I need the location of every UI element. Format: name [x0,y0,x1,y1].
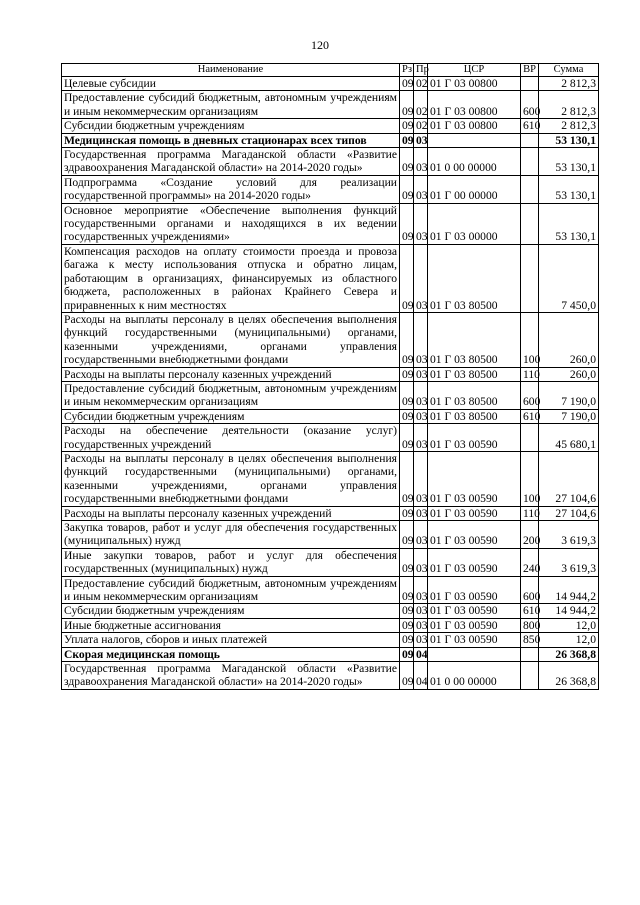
cell-pr: 03 [414,424,428,452]
cell-name: Государственная программа Магаданской области «Развитие здравоохранения Магаданской области» на 2014-2020 годы» [62,148,400,176]
cell-csr: 01 Г 03 80500 [428,367,521,381]
cell-csr: 01 Г 03 00590 [428,633,521,647]
cell-pr: 04 [414,647,428,661]
table-row [62,244,599,312]
cell-sum: 260,0 [539,367,599,381]
cell-csr: 01 Г 03 80500 [428,312,521,367]
cell-name: Государственная программа Магаданской области «Развитие здравоохранения Магаданской области» на 2014-2020 годы» [62,662,400,690]
cell-csr: 01 Г 03 00590 [428,451,521,506]
cell-csr: 01 Г 03 00800 [428,91,521,119]
cell-name: Компенсация расходов на оплату стоимости проезда и провоза багажа к месту использования отпуска и обратно лицам, работающим в организациях, финансируемых из областного бюджета, расположенных в районах Крайнего Севера и приравненных к ним местностях [62,244,400,312]
cell-rz: 09 [400,424,414,452]
table-row [62,409,599,423]
cell-sum: 26 368,8 [539,647,599,661]
cell-pr: 03 [414,133,428,147]
cell-vr: 800 [521,618,539,632]
cell-rz: 09 [400,662,414,690]
cell-sum: 14 944,2 [539,604,599,618]
cell-csr: 01 Г 03 00590 [428,604,521,618]
cell-csr: 01 Г 03 80500 [428,381,521,409]
cell-sum: 53 130,1 [539,133,599,147]
cell-vr: 610 [521,409,539,423]
cell-csr: 01 Г 00 00000 [428,175,521,203]
cell-rz: 09 [400,381,414,409]
cell-rz: 09 [400,119,414,133]
cell-vr: 100 [521,312,539,367]
cell-rz: 09 [400,576,414,604]
cell-sum: 3 619,3 [539,521,599,549]
cell-name: Предоставление субсидий бюджетным, автономным учреждениям и иным некоммерческим организациям [62,576,400,604]
table-row [62,175,599,203]
cell-rz: 09 [400,91,414,119]
header-csr: ЦСР [428,64,521,77]
cell-pr: 02 [414,77,428,91]
cell-sum: 14 944,2 [539,576,599,604]
cell-rz: 09 [400,618,414,632]
cell-pr: 04 [414,662,428,690]
cell-csr: 01 Г 03 00590 [428,576,521,604]
cell-pr: 03 [414,576,428,604]
cell-rz: 09 [400,548,414,576]
cell-rz: 09 [400,506,414,520]
cell-vr: 610 [521,119,539,133]
table-row [62,618,599,632]
cell-vr: 200 [521,521,539,549]
table-header [62,64,599,77]
cell-vr [521,77,539,91]
table-row [62,312,599,367]
cell-sum: 7 190,0 [539,381,599,409]
table-row [62,119,599,133]
cell-name: Медицинская помощь в дневных стационарах всех типов [62,133,400,147]
table-row [62,133,599,147]
cell-sum: 45 680,1 [539,424,599,452]
cell-vr [521,175,539,203]
cell-vr: 110 [521,367,539,381]
cell-pr: 03 [414,506,428,520]
cell-csr: 01 Г 03 00800 [428,119,521,133]
cell-name: Субсидии бюджетным учреждениям [62,409,400,423]
cell-vr [521,148,539,176]
cell-sum: 2 812,3 [539,119,599,133]
cell-csr [428,133,521,147]
cell-vr: 850 [521,633,539,647]
table-row [62,203,599,244]
cell-sum: 7 450,0 [539,244,599,312]
cell-rz: 09 [400,409,414,423]
cell-pr: 03 [414,548,428,576]
cell-sum: 12,0 [539,618,599,632]
cell-pr: 03 [414,244,428,312]
cell-vr: 600 [521,381,539,409]
cell-csr: 01 Г 03 00000 [428,203,521,244]
header-pr: Пр [414,64,428,77]
cell-rz: 09 [400,521,414,549]
cell-pr: 03 [414,148,428,176]
cell-vr: 100 [521,451,539,506]
cell-csr: 01 Г 03 00800 [428,77,521,91]
cell-rz: 09 [400,451,414,506]
cell-sum: 53 130,1 [539,148,599,176]
cell-csr: 01 Г 03 00590 [428,506,521,520]
cell-sum: 2 812,3 [539,91,599,119]
table-row [62,662,599,690]
table-body [62,77,599,690]
cell-rz: 09 [400,633,414,647]
cell-name: Подпрограмма «Создание условий для реализации государственной программы» на 2014-2020 годы» [62,175,400,203]
cell-csr: 01 0 00 00000 [428,148,521,176]
page-number: 120 [311,38,329,52]
cell-vr: 110 [521,506,539,520]
cell-name: Расходы на выплаты персоналу казенных учреждений [62,367,400,381]
table-row [62,148,599,176]
cell-name: Основное мероприятие «Обеспечение выполнения функций государственными органами и находящихся в их ведении государственных учреждениями» [62,203,400,244]
cell-csr: 01 Г 03 00590 [428,548,521,576]
header-sum: Сумма [539,64,599,77]
header-vr: ВР [521,64,539,77]
cell-pr: 03 [414,381,428,409]
cell-name: Расходы на выплаты персоналу в целях обеспечения выполнения функций государственными (муниципальными) органами, казенными учреждениями, органами управления государственными внебюджетными фондами [62,451,400,506]
cell-name: Скорая медицинская помощь [62,647,400,661]
cell-vr: 610 [521,604,539,618]
cell-csr: 01 Г 03 80500 [428,244,521,312]
cell-pr: 03 [414,312,428,367]
cell-name: Расходы на обеспечение деятельности (оказание услуг) государственных учреждений [62,424,400,452]
cell-name: Предоставление субсидий бюджетным, автономным учреждениям и иным некоммерческим организациям [62,381,400,409]
table-row [62,633,599,647]
cell-vr [521,133,539,147]
table-row [62,604,599,618]
table-row [62,576,599,604]
table-row [62,521,599,549]
cell-pr: 02 [414,91,428,119]
table-row [62,647,599,661]
cell-vr: 600 [521,91,539,119]
cell-pr: 03 [414,175,428,203]
table-row [62,77,599,91]
cell-csr [428,647,521,661]
table-row [62,451,599,506]
cell-pr: 03 [414,604,428,618]
cell-name: Предоставление субсидий бюджетным, автономным учреждениям и иным некоммерческим организациям [62,91,400,119]
cell-name: Закупка товаров, работ и услуг для обеспечения государственных (муниципальных) нужд [62,521,400,549]
table-row [62,91,599,119]
cell-pr: 03 [414,633,428,647]
cell-sum: 7 190,0 [539,409,599,423]
cell-sum: 27 104,6 [539,451,599,506]
cell-rz: 09 [400,312,414,367]
cell-name: Расходы на выплаты персоналу в целях обеспечения выполнения функций государственными (муниципальными) органами, казенными учреждениями, органами управления государственными внебюджетными фондами [62,312,400,367]
cell-vr [521,203,539,244]
table-row [62,424,599,452]
cell-name: Иные бюджетные ассигнования [62,618,400,632]
cell-pr: 03 [414,367,428,381]
cell-sum: 53 130,1 [539,175,599,203]
cell-csr: 01 Г 03 00590 [428,521,521,549]
cell-vr [521,424,539,452]
cell-name: Расходы на выплаты персоналу казенных учреждений [62,506,400,520]
cell-csr: 01 Г 03 80500 [428,409,521,423]
cell-pr: 02 [414,119,428,133]
cell-rz: 09 [400,244,414,312]
cell-vr [521,662,539,690]
header-name: Наименование [62,64,400,77]
cell-pr: 03 [414,203,428,244]
cell-sum: 260,0 [539,312,599,367]
cell-pr: 03 [414,409,428,423]
cell-csr: 01 Г 03 00590 [428,618,521,632]
cell-rz: 09 [400,604,414,618]
table-row [62,367,599,381]
cell-rz: 09 [400,148,414,176]
cell-sum: 3 619,3 [539,548,599,576]
cell-name: Субсидии бюджетным учреждениям [62,604,400,618]
header-rz: Рз [400,64,414,77]
budget-table [61,63,599,690]
cell-sum: 12,0 [539,633,599,647]
cell-rz: 09 [400,77,414,91]
cell-rz: 09 [400,175,414,203]
cell-pr: 03 [414,451,428,506]
cell-sum: 53 130,1 [539,203,599,244]
cell-pr: 03 [414,521,428,549]
cell-vr [521,244,539,312]
cell-rz: 09 [400,203,414,244]
cell-vr: 240 [521,548,539,576]
cell-sum: 2 812,3 [539,77,599,91]
cell-csr: 01 Г 03 00590 [428,424,521,452]
cell-rz: 09 [400,367,414,381]
cell-pr: 03 [414,618,428,632]
cell-name: Целевые субсидии [62,77,400,91]
cell-sum: 27 104,6 [539,506,599,520]
cell-vr: 600 [521,576,539,604]
table-row [62,506,599,520]
cell-name: Уплата налогов, сборов и иных платежей [62,633,400,647]
cell-sum: 26 368,8 [539,662,599,690]
cell-name: Субсидии бюджетным учреждениям [62,119,400,133]
cell-vr [521,647,539,661]
cell-rz: 09 [400,647,414,661]
cell-rz: 09 [400,133,414,147]
cell-csr: 01 0 00 00000 [428,662,521,690]
table-row [62,548,599,576]
table-row [62,381,599,409]
cell-name: Иные закупки товаров, работ и услуг для обеспечения государственных (муниципальных) нужд [62,548,400,576]
